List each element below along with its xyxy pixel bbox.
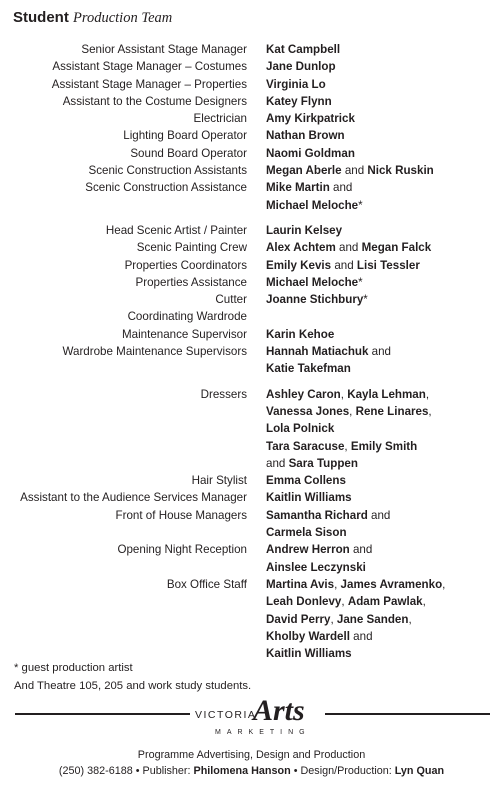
name-separator: and (349, 629, 373, 643)
person-name: Naomi Goldman (266, 146, 355, 160)
name-separator: , (330, 612, 337, 626)
person-name: Amy Kirkpatrick (266, 112, 355, 126)
logo-marketing-text: MARKETING (215, 729, 311, 736)
credit-role (0, 420, 266, 437)
credit-role (0, 593, 266, 610)
credit-role (0, 197, 266, 214)
logo-rule-left (15, 713, 190, 715)
credit-names (266, 559, 366, 576)
person-name: Karin Kehoe (266, 327, 335, 341)
person-name: Tara Saracuse (266, 439, 345, 453)
person-name: Joanne Stichbury (266, 293, 364, 307)
credit-row (0, 76, 503, 93)
footer-bullet: • (293, 765, 298, 777)
credit-row (0, 403, 503, 420)
title-italic: Production Team (73, 10, 173, 26)
person-name: Virginia Lo (266, 77, 326, 91)
name-separator: * (358, 275, 363, 289)
person-name: James Avramenko (340, 577, 443, 591)
footer-publisher-label: Publisher: (142, 765, 191, 777)
credit-names (266, 76, 326, 93)
credit-role (0, 628, 266, 645)
name-separator: , (349, 404, 356, 418)
title-bold: Student (13, 9, 69, 26)
credit-row (0, 127, 503, 144)
credit-names (266, 326, 334, 343)
credit-names (266, 197, 363, 214)
person-name: Ashley Caron (266, 387, 341, 401)
credit-names (266, 93, 332, 110)
person-name: Martina Avis (266, 577, 335, 591)
person-name: David Perry (266, 612, 331, 626)
credit-role (0, 438, 266, 455)
credit-names (266, 360, 351, 377)
page-title (13, 9, 172, 27)
credit-role: Front of House Managers (115, 508, 247, 522)
credit-role: Wardrobe Maintenance Supervisors (62, 345, 247, 359)
name-separator: , (428, 404, 432, 418)
credit-role (0, 559, 266, 576)
credit-role: Maintenance Supervisor (121, 327, 247, 341)
credit-role: Coordinating Wardrode (127, 310, 247, 324)
footer-contact (0, 765, 503, 777)
footer-phone: (250) 382-6188 (58, 765, 133, 777)
victoria-arts-marketing-logo (15, 696, 490, 746)
person-name: Katey Flynn (266, 94, 332, 108)
name-separator: and (266, 456, 289, 470)
person-name: Michael Meloche (266, 198, 359, 212)
credit-row (0, 179, 503, 196)
person-name: Andrew Herron (266, 543, 350, 557)
credit-names (266, 274, 363, 291)
person-name: Rene Linares (355, 404, 429, 418)
person-name: Kat Campbell (266, 43, 341, 56)
person-name: Katie Takefman (266, 362, 351, 376)
credit-row (0, 58, 503, 75)
credit-role: Properties Coordinators (124, 258, 247, 272)
credit-row (0, 257, 503, 274)
logo-victoria-text: VICTORIA (195, 709, 257, 721)
credit-names (266, 222, 342, 239)
name-separator: , (422, 595, 426, 609)
name-separator: * (363, 293, 368, 307)
footer-publisher-name: Philomena Hanson (193, 765, 291, 777)
person-name: Kaitlin Williams (266, 491, 352, 505)
credit-names (266, 343, 391, 360)
credit-spacer (0, 214, 503, 222)
name-separator: and (367, 508, 391, 522)
credit-role: Sound Board Operator (130, 146, 247, 160)
person-name: Samantha Richard (266, 508, 368, 522)
credit-role: Cutter (215, 293, 247, 307)
credit-row (0, 628, 503, 645)
name-separator: and (349, 543, 373, 557)
credit-names (266, 257, 420, 274)
name-separator: and (329, 181, 353, 195)
credit-names (266, 438, 417, 455)
name-separator: , (341, 595, 348, 609)
name-separator: , (340, 387, 348, 401)
person-name: Michael Meloche (266, 275, 359, 289)
credit-names (266, 403, 432, 420)
name-separator: , (425, 387, 430, 401)
credit-role: Assistant to the Audience Services Manager (20, 491, 247, 505)
credit-names (266, 628, 373, 645)
name-separator: , (442, 577, 446, 591)
person-name: Kayla Lehman (347, 387, 426, 401)
person-name: Megan Falck (361, 241, 432, 255)
credit-names (266, 576, 445, 593)
credit-row (0, 576, 503, 593)
name-separator: , (334, 577, 341, 591)
credit-role: Hair Stylist (191, 474, 247, 488)
credit-names (266, 489, 352, 506)
footer-design-label: Design/Production: (300, 765, 392, 777)
credit-role: Scenic Painting Crew (136, 241, 247, 255)
credit-row (0, 145, 503, 162)
person-name: Kaitlin Williams (266, 647, 352, 661)
credit-row (0, 162, 503, 179)
name-separator: , (408, 612, 412, 626)
credit-names (266, 645, 352, 662)
credit-names (266, 507, 390, 524)
credit-row (0, 291, 503, 308)
person-name: Laurin Kelsey (266, 223, 343, 237)
credit-role: Scenic Construction Assistants (88, 164, 247, 178)
credit-names (266, 41, 340, 58)
credit-row (0, 455, 503, 472)
credit-row (0, 343, 503, 360)
credit-row (0, 507, 503, 524)
credit-names (266, 179, 352, 196)
person-name: Emma Collens (266, 474, 346, 488)
credit-role (0, 645, 266, 662)
credit-names (266, 455, 358, 472)
person-name: Kholby Wardell (266, 629, 350, 643)
footer-tagline: Programme Advertising, Design and Production (137, 749, 366, 761)
person-name: Alex Achtem (266, 241, 336, 255)
person-name: Lola Polnick (266, 422, 335, 436)
name-separator: and (331, 258, 357, 272)
credit-row (0, 489, 503, 506)
person-name: Leah Donlevy (266, 595, 342, 609)
credit-role: Assistant Stage Manager – Costumes (52, 60, 247, 74)
person-name: Hannah Matiachuk (266, 345, 369, 359)
credit-row (0, 239, 503, 256)
credit-row (0, 93, 503, 110)
credit-row (0, 274, 503, 291)
credit-spacer (0, 378, 503, 386)
credit-role (0, 524, 266, 541)
person-name: Adam Pawlak (347, 595, 423, 609)
name-separator: and (341, 164, 368, 178)
credit-names (266, 127, 345, 144)
footer-design-name: Lyn Quan (394, 765, 445, 777)
name-separator: and (368, 345, 392, 359)
credit-row (0, 420, 503, 437)
credit-role (0, 455, 266, 472)
credit-row (0, 110, 503, 127)
credit-names (266, 524, 347, 541)
credit-role: Assistant to the Costume Designers (62, 94, 247, 108)
person-name: Mike Martin (266, 181, 330, 195)
credit-names (266, 611, 412, 628)
credit-row (0, 524, 503, 541)
credit-row (0, 559, 503, 576)
credit-role (0, 403, 266, 420)
credit-names (266, 472, 346, 489)
credit-names (266, 145, 355, 162)
credit-row (0, 438, 503, 455)
credit-names (266, 593, 426, 610)
credit-row (0, 360, 503, 377)
credit-row (0, 222, 503, 239)
name-separator: , (344, 439, 351, 453)
credit-names (266, 239, 431, 256)
credit-names (266, 58, 336, 75)
credit-names (266, 110, 355, 127)
credit-role: Dressers (200, 387, 247, 401)
person-name: Ainslee Leczynski (266, 560, 366, 574)
credit-role: Assistant Stage Manager – Properties (51, 77, 247, 91)
credit-names (266, 541, 372, 558)
guest-artist-note: * guest production artist (14, 662, 133, 674)
credit-names (266, 291, 368, 308)
credit-row (0, 472, 503, 489)
credit-role: Senior Assistant Stage Manager (81, 43, 247, 56)
logo-rule-right (325, 713, 490, 715)
credit-row (0, 386, 503, 403)
credit-row (0, 593, 503, 610)
credit-names (266, 162, 434, 179)
credit-role (0, 360, 266, 377)
person-name: Emily Kevis (266, 258, 332, 272)
credit-row (0, 326, 503, 343)
students-note: And Theatre 105, 205 and work study students. (14, 680, 252, 692)
name-separator: and (335, 241, 362, 255)
person-name: Lisi Tessler (356, 258, 420, 272)
person-name: Emily Smith (350, 439, 418, 453)
person-name: Jane Dunlop (266, 60, 336, 74)
person-name: Jane Sanden (336, 612, 409, 626)
credit-row (0, 541, 503, 558)
person-name: Vanessa Jones (266, 404, 350, 418)
credit-row (0, 197, 503, 214)
credit-role: Lighting Board Operator (123, 129, 247, 143)
credit-row (0, 645, 503, 662)
person-name: Nick Ruskin (367, 164, 434, 178)
logo-arts-script: Arts (253, 694, 305, 727)
credit-names (266, 420, 334, 437)
credit-role: Scenic Construction Assistance (85, 181, 247, 195)
credit-row (0, 308, 503, 325)
credit-role: Box Office Staff (166, 577, 247, 591)
person-name: Megan Aberle (266, 164, 342, 178)
person-name: Nathan Brown (266, 129, 345, 143)
name-separator: * (358, 198, 363, 212)
credits-list (0, 41, 503, 662)
credit-role: Electrician (193, 112, 247, 126)
person-name: Carmela Sison (266, 526, 347, 540)
credit-role: Head Scenic Artist / Painter (105, 223, 247, 237)
credit-role: Properties Assistance (135, 275, 247, 289)
credit-role: Opening Night Reception (117, 543, 247, 557)
person-name: Sara Tuppen (288, 456, 358, 470)
credit-row (0, 41, 503, 58)
footer-bullet: • (135, 765, 140, 777)
credit-role (0, 611, 266, 628)
credit-row (0, 611, 503, 628)
credit-names (266, 386, 429, 403)
